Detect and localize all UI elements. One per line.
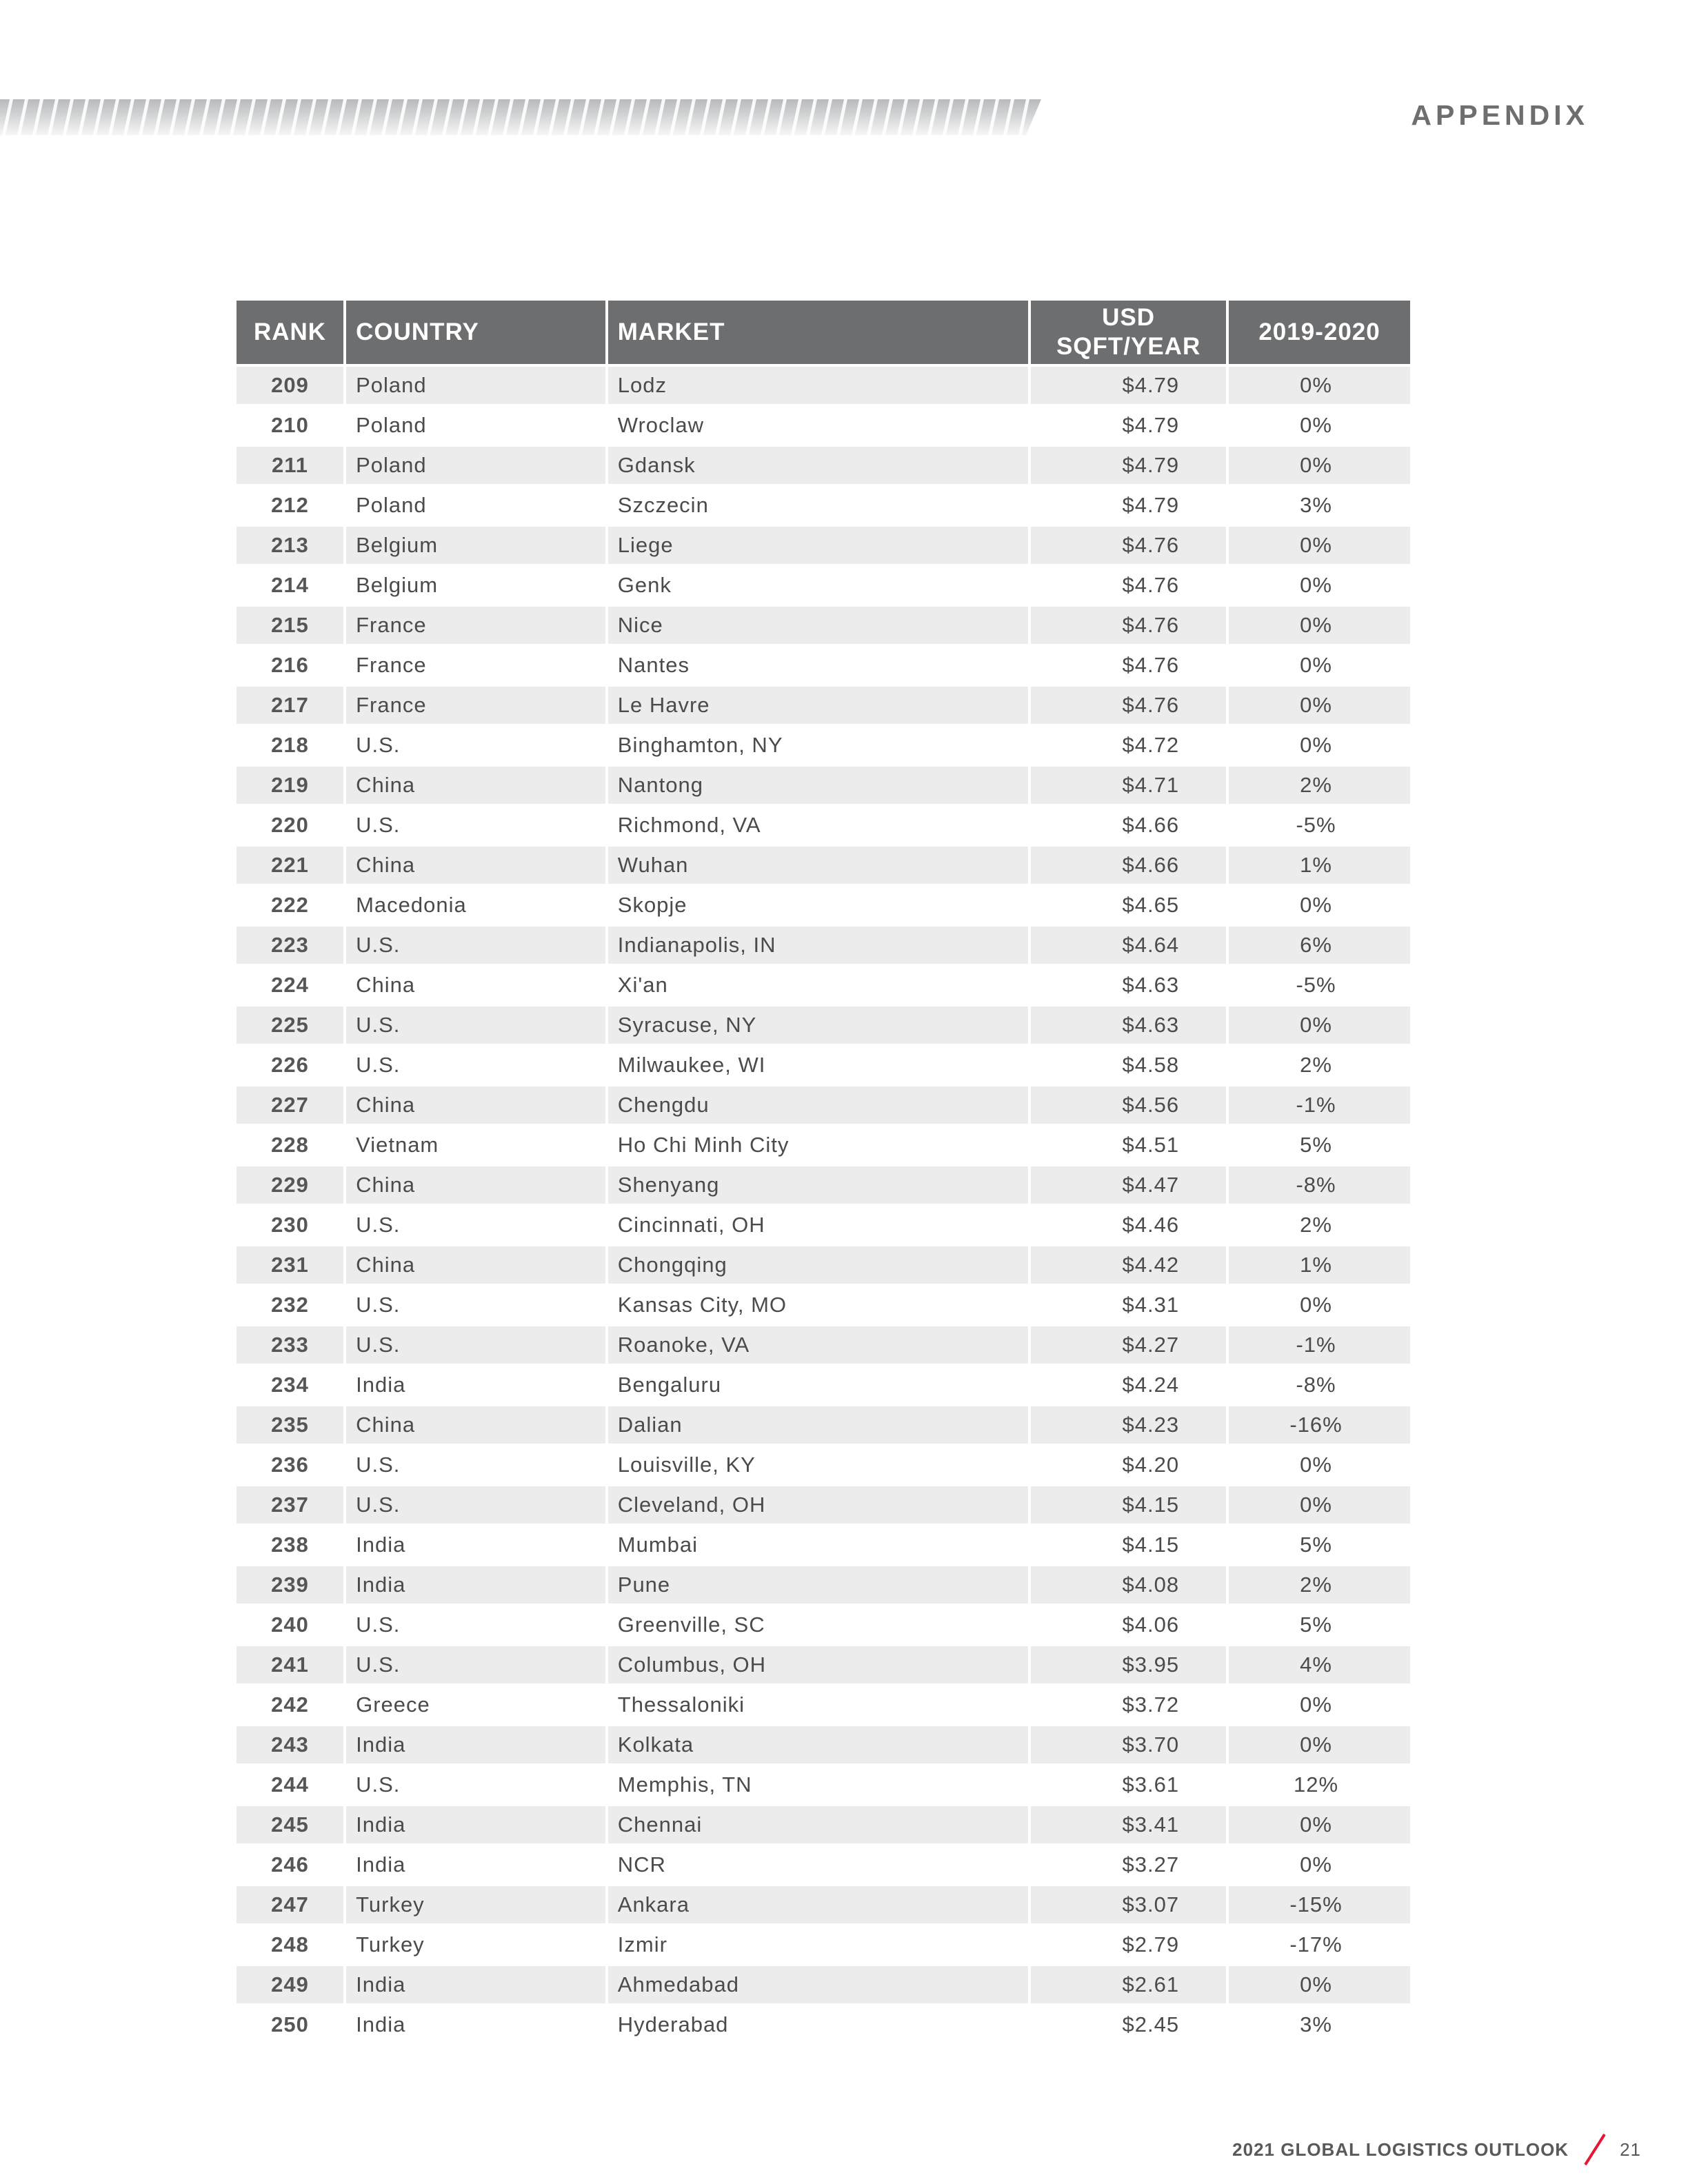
- cell-country: China: [346, 1246, 605, 1284]
- cell-change-2019-2020: 0%: [1229, 1486, 1410, 1524]
- column-header-market: MARKET: [608, 301, 1028, 364]
- cell-country: China: [346, 847, 605, 884]
- cell-usd-sqft-year: $4.56: [1031, 1086, 1226, 1124]
- page-footer: [1232, 2136, 1641, 2163]
- cell-change-2019-2020: -1%: [1229, 1326, 1410, 1364]
- cell-country: Greece: [356, 1692, 430, 1717]
- cell-usd-sqft-year: $4.71: [1031, 767, 1226, 804]
- cell-rank: 209: [237, 367, 343, 404]
- cell-market: Syracuse, NY: [608, 1007, 1028, 1044]
- cell-rank: 244: [271, 1772, 309, 1797]
- table-row: [237, 1086, 1410, 1124]
- cell-change-2019-2020: 5%: [1300, 1612, 1332, 1637]
- table-row: [237, 1686, 1410, 1723]
- cell-usd-sqft-year: $4.58: [1122, 1053, 1180, 1077]
- table-row: [237, 1286, 1410, 1324]
- cell-market: Chengdu: [608, 1086, 1028, 1124]
- cell-country: India: [356, 2012, 406, 2036]
- cell-rank: 220: [271, 813, 309, 837]
- cell-rank: 233: [237, 1326, 343, 1364]
- cell-change-2019-2020: 2%: [1300, 1053, 1332, 1077]
- cell-country: China: [356, 973, 416, 997]
- cell-usd-sqft-year: $4.06: [1122, 1612, 1180, 1637]
- table-row: [237, 1526, 1410, 1564]
- cell-rank: 222: [271, 893, 309, 917]
- table-row: [237, 607, 1410, 644]
- cell-usd-sqft-year: $4.08: [1031, 1566, 1226, 1604]
- cell-rank: 238: [271, 1533, 309, 1557]
- cell-usd-sqft-year: $3.72: [1122, 1692, 1180, 1717]
- column-header-usd-line2: SQFT/YEAR: [1056, 333, 1201, 360]
- cell-change-2019-2020: 0%: [1300, 1453, 1332, 1477]
- cell-change-2019-2020: 0%: [1300, 893, 1332, 917]
- cell-country: India: [356, 1373, 406, 1397]
- cell-market: Kansas City, MO: [617, 1293, 787, 1317]
- cell-rank: 224: [271, 973, 309, 997]
- cell-usd-sqft-year: $4.63: [1031, 1007, 1226, 1044]
- cell-country: U.S.: [356, 1293, 401, 1317]
- cell-market: Mumbai: [617, 1533, 699, 1557]
- cell-change-2019-2020: 0%: [1229, 687, 1410, 724]
- cell-usd-sqft-year: $4.51: [1122, 1133, 1180, 1157]
- cell-market: Chongqing: [608, 1246, 1028, 1284]
- cell-country: Belgium: [346, 527, 605, 564]
- cell-country: Poland: [356, 493, 427, 517]
- cell-market: Xi'an: [617, 973, 668, 997]
- table-row: [237, 1846, 1410, 1883]
- report-title: 2021 GLOBAL LOGISTICS OUTLOOK: [1232, 2138, 1569, 2160]
- table-row: [237, 767, 1410, 804]
- cell-country: Macedonia: [356, 893, 467, 917]
- cell-rank: 213: [237, 527, 343, 564]
- table-row: [237, 1326, 1410, 1364]
- cell-market: Hyderabad: [617, 2012, 729, 2036]
- cell-country: U.S.: [356, 1053, 401, 1077]
- table-row: [237, 1886, 1410, 1923]
- cell-market: Richmond, VA: [617, 813, 761, 837]
- cell-country: U.S.: [356, 1612, 401, 1637]
- cell-change-2019-2020: 2%: [1229, 1566, 1410, 1604]
- table-row: [237, 1406, 1410, 1444]
- table-row: [237, 967, 1410, 1004]
- column-header-country: COUNTRY: [346, 301, 605, 364]
- cell-change-2019-2020: 5%: [1300, 1533, 1332, 1557]
- cell-change-2019-2020: 0%: [1229, 607, 1410, 644]
- cell-change-2019-2020: -8%: [1296, 1373, 1336, 1397]
- cell-rank: 214: [271, 573, 309, 597]
- table-row: [237, 1566, 1410, 1604]
- table-row: [237, 887, 1410, 924]
- table-row: [237, 1246, 1410, 1284]
- cell-market: Roanoke, VA: [608, 1326, 1028, 1364]
- table-row: [237, 487, 1410, 524]
- cell-usd-sqft-year: $4.66: [1122, 813, 1180, 837]
- cell-change-2019-2020: 0%: [1229, 527, 1410, 564]
- cell-usd-sqft-year: $4.46: [1122, 1213, 1180, 1237]
- cell-usd-sqft-year: $3.07: [1031, 1886, 1226, 1923]
- table-row: [237, 1646, 1410, 1684]
- table-row: [237, 407, 1410, 444]
- cell-country: U.S.: [356, 1213, 401, 1237]
- cell-country: U.S.: [356, 813, 401, 837]
- cell-market: Greenville, SC: [617, 1612, 765, 1637]
- cell-rank: 230: [271, 1213, 309, 1237]
- cell-usd-sqft-year: $3.95: [1031, 1646, 1226, 1684]
- cell-market: Skopje: [617, 893, 687, 917]
- cell-usd-sqft-year: $4.76: [1122, 573, 1180, 597]
- cell-market: Louisville, KY: [617, 1453, 756, 1477]
- cell-usd-sqft-year: $4.63: [1122, 973, 1180, 997]
- table-row: [237, 847, 1410, 884]
- cell-change-2019-2020: 0%: [1300, 413, 1332, 437]
- table-body: [237, 367, 1410, 2043]
- section-title: APPENDIX: [1411, 99, 1589, 131]
- cell-market: Bengaluru: [617, 1373, 722, 1397]
- cell-usd-sqft-year: $2.79: [1122, 1932, 1180, 1957]
- cell-rank: 227: [237, 1086, 343, 1124]
- cell-rank: 229: [237, 1166, 343, 1204]
- cell-country: France: [346, 607, 605, 644]
- cell-change-2019-2020: 0%: [1229, 1007, 1410, 1044]
- cell-market: Nice: [608, 607, 1028, 644]
- cell-market: NCR: [617, 1852, 666, 1877]
- cell-market: Binghamton, NY: [617, 733, 783, 757]
- table-row: [237, 807, 1410, 844]
- cell-market: Gdansk: [608, 447, 1028, 484]
- cell-rank: 237: [237, 1486, 343, 1524]
- cell-usd-sqft-year: $4.79: [1031, 367, 1226, 404]
- cell-rank: 240: [271, 1612, 309, 1637]
- cell-usd-sqft-year: $4.72: [1122, 733, 1180, 757]
- table-row: [237, 1486, 1410, 1524]
- cell-market: Cincinnati, OH: [617, 1213, 765, 1237]
- cell-market: Chennai: [608, 1806, 1028, 1843]
- table-row: [237, 367, 1410, 404]
- cell-country: Turkey: [356, 1932, 425, 1957]
- cell-country: France: [346, 687, 605, 724]
- cell-change-2019-2020: 0%: [1229, 447, 1410, 484]
- cell-rank: 243: [237, 1726, 343, 1763]
- cell-country: China: [346, 1406, 605, 1444]
- cell-change-2019-2020: 0%: [1300, 733, 1332, 757]
- cell-usd-sqft-year: $4.15: [1122, 1533, 1180, 1557]
- cell-rank: 216: [271, 653, 309, 677]
- cell-country: India: [346, 1566, 605, 1604]
- cell-change-2019-2020: 2%: [1300, 1213, 1332, 1237]
- cell-rank: 248: [271, 1932, 309, 1957]
- cell-change-2019-2020: 12%: [1294, 1772, 1339, 1797]
- cell-rank: 239: [237, 1566, 343, 1604]
- table-row: [237, 1366, 1410, 1404]
- cell-usd-sqft-year: $2.61: [1031, 1966, 1226, 2003]
- cell-country: Vietnam: [356, 1133, 439, 1157]
- cell-country: France: [356, 653, 427, 677]
- cell-change-2019-2020: 0%: [1229, 1806, 1410, 1843]
- cell-market: Lodz: [608, 367, 1028, 404]
- cell-usd-sqft-year: $3.61: [1122, 1772, 1180, 1797]
- cell-usd-sqft-year: $3.27: [1122, 1852, 1180, 1877]
- cell-usd-sqft-year: $4.79: [1122, 493, 1180, 517]
- cell-usd-sqft-year: $4.23: [1031, 1406, 1226, 1444]
- cell-market: Izmir: [617, 1932, 667, 1957]
- cell-usd-sqft-year: $4.27: [1031, 1326, 1226, 1364]
- table-row: [237, 1007, 1410, 1044]
- cell-usd-sqft-year: $4.65: [1122, 893, 1180, 917]
- cell-market: Wuhan: [608, 847, 1028, 884]
- table-header-row: [237, 301, 1410, 364]
- cell-rank: 212: [271, 493, 309, 517]
- rankings-table-container: [237, 301, 1410, 2043]
- cell-country: U.S.: [346, 1326, 605, 1364]
- page-number: 21: [1620, 2138, 1641, 2160]
- cell-country: India: [346, 1806, 605, 1843]
- table-row: [237, 1806, 1410, 1843]
- rankings-table: [234, 298, 1413, 2046]
- cell-rank: 242: [271, 1692, 309, 1717]
- cell-market: Pune: [608, 1566, 1028, 1604]
- cell-country: China: [346, 1166, 605, 1204]
- cell-rank: 236: [271, 1453, 309, 1477]
- cell-market: Wroclaw: [617, 413, 705, 437]
- cell-market: Milwaukee, WI: [617, 1053, 766, 1077]
- table-row: [237, 2006, 1410, 2043]
- table-row: [237, 927, 1410, 964]
- table-row: [237, 1606, 1410, 1644]
- cell-market: Ho Chi Minh City: [617, 1133, 790, 1157]
- cell-change-2019-2020: 2%: [1229, 767, 1410, 804]
- table-row: [237, 727, 1410, 764]
- cell-market: Thessaloniki: [617, 1692, 745, 1717]
- column-header-usd-line1: USD: [1102, 304, 1156, 331]
- cell-market: Genk: [617, 573, 672, 597]
- cell-change-2019-2020: 0%: [1300, 1692, 1332, 1717]
- cell-country: Belgium: [356, 573, 439, 597]
- table-row: [237, 1206, 1410, 1244]
- cell-rank: 210: [271, 413, 309, 437]
- cell-usd-sqft-year: $4.20: [1122, 1453, 1180, 1477]
- cell-market: Ahmedabad: [608, 1966, 1028, 2003]
- cell-market: Memphis, TN: [617, 1772, 752, 1797]
- cell-change-2019-2020: 0%: [1300, 653, 1332, 677]
- cell-rank: 241: [237, 1646, 343, 1684]
- cell-market: Indianapolis, IN: [608, 927, 1028, 964]
- cell-change-2019-2020: -5%: [1296, 973, 1336, 997]
- cell-usd-sqft-year: $4.15: [1031, 1486, 1226, 1524]
- table-row: [237, 1966, 1410, 2003]
- cell-change-2019-2020: 3%: [1300, 493, 1332, 517]
- cell-market: Le Havre: [608, 687, 1028, 724]
- cell-country: Poland: [356, 413, 427, 437]
- cell-market: Cleveland, OH: [608, 1486, 1028, 1524]
- cell-rank: 226: [271, 1053, 309, 1077]
- table-row: [237, 1126, 1410, 1164]
- cell-country: U.S.: [346, 927, 605, 964]
- cell-usd-sqft-year: $4.24: [1122, 1373, 1180, 1397]
- cell-usd-sqft-year: $4.64: [1031, 927, 1226, 964]
- header-stripe-band: [0, 99, 1041, 135]
- column-header-usd-sqft-year: [1031, 301, 1226, 364]
- cell-change-2019-2020: 0%: [1229, 367, 1410, 404]
- cell-change-2019-2020: -8%: [1229, 1166, 1410, 1204]
- cell-usd-sqft-year: $4.76: [1031, 607, 1226, 644]
- table-row: [237, 1926, 1410, 1963]
- cell-country: China: [346, 1086, 605, 1124]
- cell-change-2019-2020: 5%: [1300, 1133, 1332, 1157]
- table-row: [237, 567, 1410, 604]
- cell-usd-sqft-year: $4.79: [1122, 413, 1180, 437]
- cell-country: Turkey: [346, 1886, 605, 1923]
- cell-country: U.S.: [356, 1453, 401, 1477]
- cell-rank: 211: [237, 447, 343, 484]
- cell-rank: 234: [271, 1373, 309, 1397]
- cell-usd-sqft-year: $4.76: [1122, 653, 1180, 677]
- cell-rank: 218: [271, 733, 309, 757]
- cell-usd-sqft-year: $4.66: [1031, 847, 1226, 884]
- cell-market: Ankara: [608, 1886, 1028, 1923]
- cell-rank: 217: [237, 687, 343, 724]
- table-row: [237, 527, 1410, 564]
- cell-change-2019-2020: 4%: [1229, 1646, 1410, 1684]
- cell-country: U.S.: [356, 1772, 401, 1797]
- column-header-change: 2019-2020: [1229, 301, 1410, 364]
- cell-usd-sqft-year: $4.79: [1031, 447, 1226, 484]
- cell-rank: 223: [237, 927, 343, 964]
- cell-change-2019-2020: 1%: [1229, 847, 1410, 884]
- cell-change-2019-2020: 0%: [1300, 573, 1332, 597]
- cell-usd-sqft-year: $4.76: [1031, 687, 1226, 724]
- cell-change-2019-2020: 0%: [1229, 1966, 1410, 2003]
- cell-usd-sqft-year: $4.31: [1122, 1293, 1180, 1317]
- cell-change-2019-2020: 0%: [1300, 1852, 1332, 1877]
- cell-country: U.S.: [356, 733, 401, 757]
- cell-market: Shenyang: [608, 1166, 1028, 1204]
- cell-market: Kolkata: [608, 1726, 1028, 1763]
- cell-country: India: [346, 1726, 605, 1763]
- cell-change-2019-2020: 0%: [1229, 1726, 1410, 1763]
- cell-market: Szczecin: [617, 493, 709, 517]
- cell-rank: 247: [237, 1886, 343, 1923]
- table-row: [237, 1166, 1410, 1204]
- cell-country: U.S.: [346, 1646, 605, 1684]
- table-row: [237, 1766, 1410, 1803]
- cell-rank: 250: [271, 2012, 309, 2036]
- cell-market: Dalian: [608, 1406, 1028, 1444]
- cell-country: China: [346, 767, 605, 804]
- cell-country: Poland: [346, 367, 605, 404]
- cell-change-2019-2020: 0%: [1300, 1293, 1332, 1317]
- table-row: [237, 1726, 1410, 1763]
- cell-rank: 235: [237, 1406, 343, 1444]
- cell-rank: 228: [271, 1133, 309, 1157]
- cell-market: Liege: [608, 527, 1028, 564]
- cell-country: U.S.: [346, 1007, 605, 1044]
- cell-change-2019-2020: 3%: [1300, 2012, 1332, 2036]
- cell-rank: 245: [237, 1806, 343, 1843]
- cell-change-2019-2020: 6%: [1229, 927, 1410, 964]
- cell-country: India: [356, 1533, 406, 1557]
- cell-rank: 225: [237, 1007, 343, 1044]
- cell-market: Nantong: [608, 767, 1028, 804]
- cell-usd-sqft-year: $3.41: [1031, 1806, 1226, 1843]
- table-row: [237, 447, 1410, 484]
- cell-change-2019-2020: -16%: [1229, 1406, 1410, 1444]
- cell-change-2019-2020: -5%: [1296, 813, 1336, 837]
- cell-change-2019-2020: -17%: [1289, 1932, 1343, 1957]
- cell-rank: 249: [237, 1966, 343, 2003]
- cell-usd-sqft-year: $4.47: [1031, 1166, 1226, 1204]
- cell-rank: 232: [271, 1293, 309, 1317]
- cell-country: India: [346, 1966, 605, 2003]
- cell-usd-sqft-year: $4.76: [1031, 527, 1226, 564]
- cell-usd-sqft-year: $4.42: [1031, 1246, 1226, 1284]
- table-row: [237, 1046, 1410, 1084]
- cell-rank: 231: [237, 1246, 343, 1284]
- table-row: [237, 1446, 1410, 1484]
- footer-slash-divider: [1581, 2133, 1609, 2166]
- table-row: [237, 687, 1410, 724]
- cell-usd-sqft-year: $2.45: [1122, 2012, 1180, 2036]
- cell-rank: 246: [271, 1852, 309, 1877]
- table-row: [237, 647, 1410, 684]
- cell-rank: 219: [237, 767, 343, 804]
- cell-change-2019-2020: -1%: [1229, 1086, 1410, 1124]
- cell-usd-sqft-year: $3.70: [1031, 1726, 1226, 1763]
- cell-market: Nantes: [617, 653, 690, 677]
- cell-country: India: [356, 1852, 406, 1877]
- cell-country: Poland: [346, 447, 605, 484]
- cell-market: Columbus, OH: [608, 1646, 1028, 1684]
- cell-rank: 221: [237, 847, 343, 884]
- cell-change-2019-2020: 1%: [1229, 1246, 1410, 1284]
- cell-rank: 215: [237, 607, 343, 644]
- cell-country: U.S.: [346, 1486, 605, 1524]
- column-header-rank: RANK: [237, 301, 343, 364]
- cell-change-2019-2020: -15%: [1229, 1886, 1410, 1923]
